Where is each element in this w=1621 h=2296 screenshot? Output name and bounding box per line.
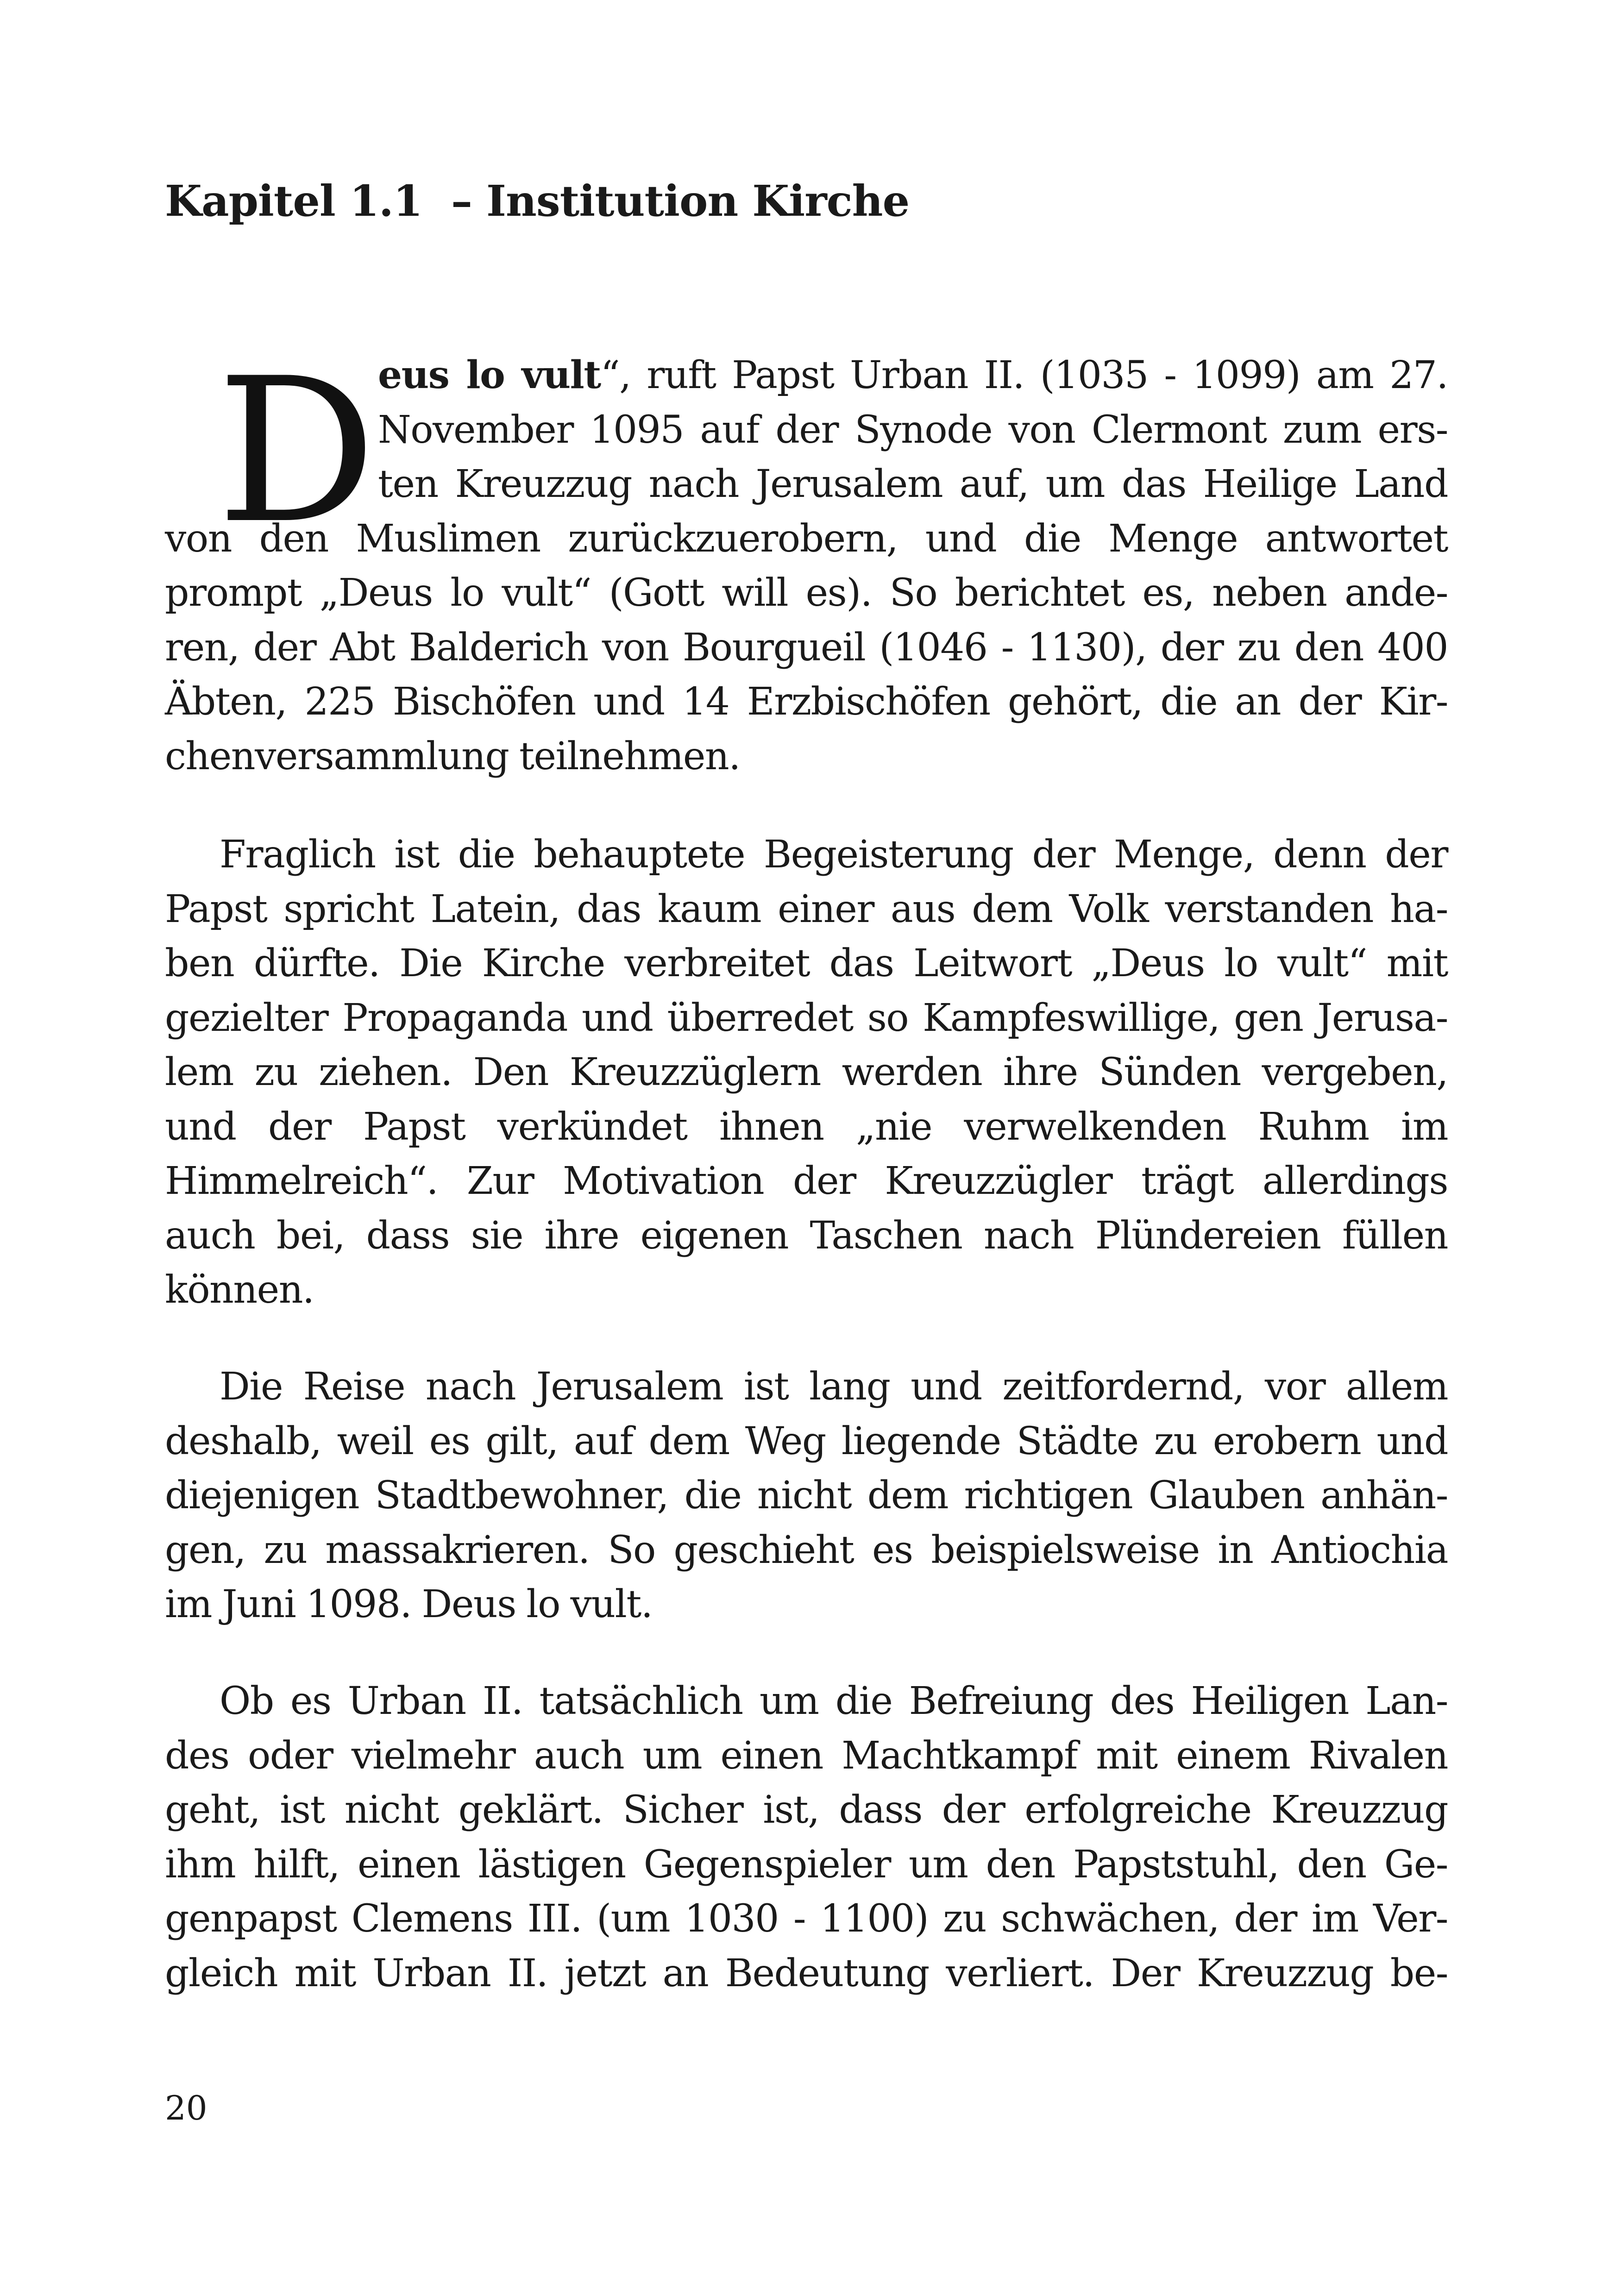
text-line: Fraglich ist die behauptete Begeisterung der Menge, denn der: [220, 833, 1448, 877]
text-line: [165, 348, 1448, 403]
drop-cap-letter: D: [217, 336, 377, 567]
text-line: ten Kreuzzug nach Jerusalem auf, um das Heilige Land: [378, 462, 1448, 506]
text-line: auch bei, dass sie ihre eigenen Taschen nach Plündereien füllen: [165, 1213, 1448, 1258]
chapter-title: Kapitel 1.1 – Institution Kirche: [165, 176, 910, 226]
text-line: deshalb, weil es gilt, auf dem Weg liegende Städte zu erobern und: [165, 1419, 1448, 1463]
text-line: Papst spricht Latein, das kaum einer aus dem Volk verstanden ha-: [165, 887, 1448, 931]
text-line: von den Muslimen zurückzuerobern, und die Menge antwortet: [165, 516, 1448, 561]
paragraph-1: [165, 336, 1448, 784]
text-line: genpapst Clemens III. (um 1030 - 1100) zu schwächen, der im Ver-: [165, 1897, 1448, 1941]
lead-bold-text: eus lo vult: [378, 353, 601, 397]
text-line: November 1095 auf der Synode von Clermont zum ers-: [378, 408, 1448, 452]
lead-rest-text: “, ruft Papst Urban II. (1035 - 1099) am 27.: [600, 353, 1448, 397]
text-line: diejenigen Stadtbewohner, die nicht dem richtigen Glauben anhän-: [165, 1474, 1448, 1518]
text-line: ren, der Abt Balderich von Bourgueil (1046 - 1130), der zu den 400: [165, 625, 1448, 670]
text-line: lem zu ziehen. Den Kreuzzüglern werden ihre Sünden vergeben,: [165, 1050, 1448, 1094]
text-line: gleich mit Urban II. jetzt an Bedeutung verliert. Der Kreuzzug be-: [165, 1951, 1448, 1995]
text-line: können.: [165, 1268, 314, 1312]
text-line: im Juni 1098. Deus lo vult.: [165, 1582, 653, 1626]
text-line: Himmelreich“. Zur Motivation der Kreuzzügler trägt allerdings: [165, 1159, 1448, 1203]
page-number: 20: [165, 2089, 207, 2127]
text-line: Äbten, 225 Bischöfen und 14 Erzbischöfen gehört, die an der Kir-: [165, 680, 1448, 724]
text-line: gen, zu massakrieren. So geschieht es beispielsweise in Antiochia: [165, 1528, 1448, 1572]
paragraph-4: [165, 1674, 1448, 2001]
text-line: prompt „Deus lo vult“ (Gott will es). So berichtet es, neben ande-: [165, 571, 1448, 615]
text-line: und der Papst verkündet ihnen „nie verwelkenden Ruhm im: [165, 1104, 1448, 1149]
text-line: gezielter Propaganda und überredet so Kampfeswillige, gen Jerusa-: [165, 996, 1448, 1040]
text-line: Ob es Urban II. tatsächlich um die Befreiung des Heiligen Lan-: [220, 1679, 1448, 1723]
text-line: ben dürfte. Die Kirche verbreitet das Leitwort „Deus lo vult“ mit: [165, 941, 1448, 985]
text-line: Die Reise nach Jerusalem ist lang und zeitfordernd, vor allem: [220, 1365, 1448, 1409]
text-line: ihm hilft, einen lästigen Gegenspieler um den Papststuhl, den Ge-: [165, 1842, 1448, 1887]
text-line: chenversammlung teilnehmen.: [165, 734, 740, 778]
paragraph-3: [165, 1360, 1448, 1632]
text-line: des oder vielmehr auch um einen Machtkampf mit einem Rivalen: [165, 1733, 1448, 1778]
paragraph-2: [165, 828, 1448, 1317]
text-line: geht, ist nicht geklärt. Sicher ist, dass der erfolgreiche Kreuzzug: [165, 1788, 1448, 1832]
